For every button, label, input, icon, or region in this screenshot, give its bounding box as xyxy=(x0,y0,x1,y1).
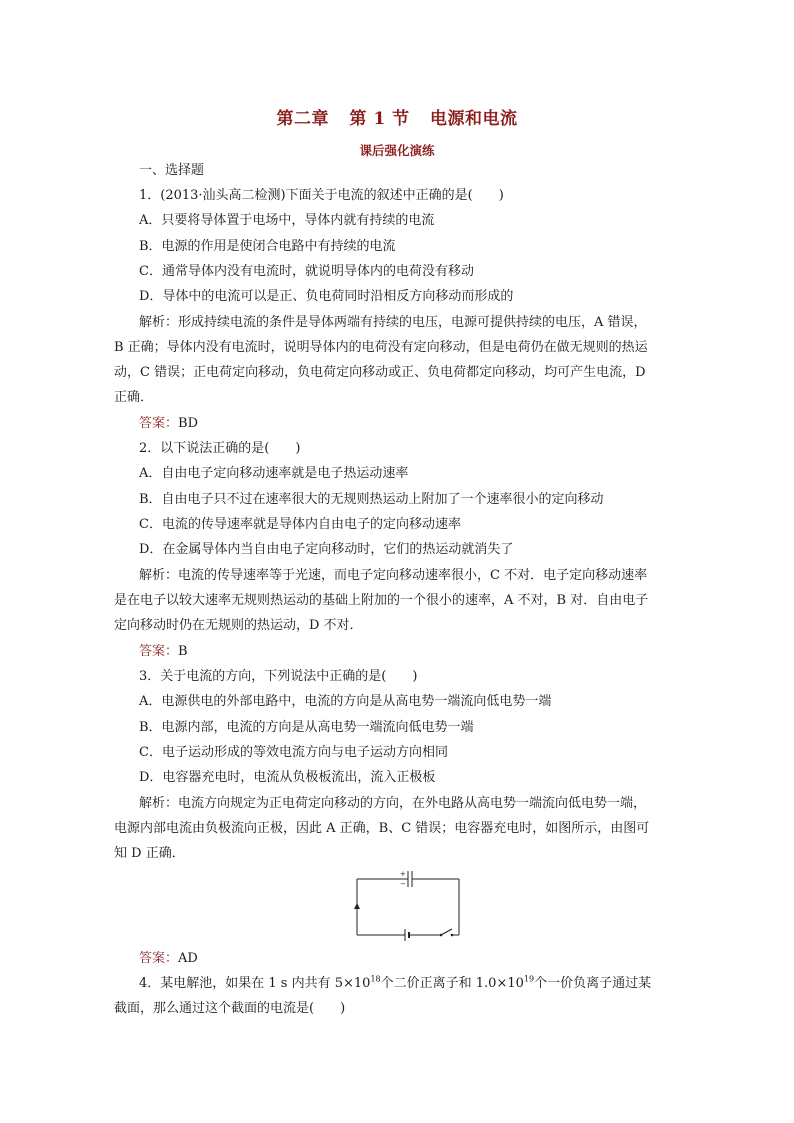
page-subtitle: 课后强化演练 xyxy=(359,143,435,158)
analysis-line: B 正确；导体内没有电流时，说明导体内的电荷没有定向移动，但是电荷仍在做无规则的热运 xyxy=(114,340,648,355)
switch-blade xyxy=(441,929,452,935)
switch-pivot xyxy=(440,934,443,937)
option: A．自由电子定向移动速率就是电子热运动速率 xyxy=(139,466,409,481)
analysis-line: 正确． xyxy=(114,390,154,405)
option: D．电容器充电时，电流从负极板流出，流入正极板 xyxy=(139,770,436,785)
analysis-line: 知 D 正确． xyxy=(114,846,185,861)
page-title xyxy=(0,104,794,129)
question-stem: 1．(2013·汕头高二检测)下面关于电流的叙述中正确的是( ) xyxy=(139,188,504,203)
answer-line xyxy=(139,416,198,432)
option: B．电源的作用是使闭合电路中有持续的电流 xyxy=(139,239,396,254)
option: D．导体中的电流可以是正、负电荷同时沿相反方向移动而形成的 xyxy=(139,289,514,304)
option: C．通常导体内没有电流时，就说明导体内的电荷没有移动 xyxy=(139,264,474,279)
analysis-line: 定向移动时仍在无规则的热运动，D 不对． xyxy=(114,618,363,633)
switch-contact xyxy=(451,934,454,937)
analysis-line: 电源内部电流由负极流向正极，因此 A 正确，B、C 错误；电容器充电时，如图所示，由图可 xyxy=(114,821,650,836)
option: B．自由电子只不过在速率很大的无规则热运动上附加了一个速率很小的定向移动 xyxy=(139,492,604,507)
answer-label: 答案： xyxy=(139,951,179,966)
option: A．电源供电的外部电路中，电流的方向是从高电势一端流向低电势一端 xyxy=(139,694,552,709)
analysis-line: 是在电子以较大速率无规则热运动的基础上附加的一个很小的速率，A 不对，B 对．自由电子 xyxy=(114,593,649,608)
exponent: 18 xyxy=(370,974,381,984)
analysis-line: 动，C 错误；正电荷定向移动，负电荷定向移动或正、负电荷都定向移动，均可产生电流，D xyxy=(114,365,646,380)
plus-sign: + xyxy=(400,870,406,878)
section-label: 第 1 节 xyxy=(349,109,410,129)
question-stem: 2．以下说法正确的是( ) xyxy=(139,441,301,456)
question-stem: 3．关于电流的方向，下列说法中正确的是( ) xyxy=(139,669,418,684)
question-stem xyxy=(139,976,651,992)
analysis-line: 解析：形成持续电流的条件是导体两端有持续的电压，电源可提供持续的电压，A 错误， xyxy=(139,315,647,330)
analysis-line: 解析：电流的传导速率等于光速，而电子定向移动速率很小，C 不对．电子定向移动速率 xyxy=(139,568,648,583)
exponent: 19 xyxy=(523,974,535,984)
topic-label: 电源和电流 xyxy=(430,109,518,129)
analysis-line: 解析：电流方向规定为正电荷定向移动的方向，在外电路从高电势一端流向低电势一端， xyxy=(139,796,647,811)
answer-line xyxy=(139,644,188,660)
option: A．只要将导体置于电场中，导体内就有持续的电流 xyxy=(139,213,435,228)
minus-sign: − xyxy=(400,880,406,888)
stem-text: 个二价正离子和 1.0×10 xyxy=(380,976,524,991)
answer-value: AD xyxy=(178,951,198,966)
circuit-diagram xyxy=(353,867,465,941)
stem-text: 个一价负离子通过某 xyxy=(534,976,652,991)
option: C．电流的传导速率就是导体内自由电子的定向移动速率 xyxy=(139,517,461,532)
option: C．电子运动形成的等效电流方向与电子运动方向相同 xyxy=(139,745,448,760)
chapter-label: 第二章 xyxy=(276,109,329,129)
option: D．在金属导体内当自由电子定向移动时，它们的热运动就消失了 xyxy=(139,542,514,557)
answer-label: 答案： xyxy=(139,416,179,431)
answer-line xyxy=(139,951,198,967)
question-stem-continued: 截面，那么通过这个截面的电流是( ) xyxy=(114,1001,346,1016)
answer-value: B xyxy=(178,644,188,659)
answer-label: 答案： xyxy=(139,644,179,659)
section-heading: 一、选择题 xyxy=(139,163,205,178)
stem-text: 4．某电解池，如果在 1 s 内共有 5×10 xyxy=(139,976,371,991)
current-arrow xyxy=(354,903,360,909)
option: B．电源内部，电流的方向是从高电势一端流向低电势一端 xyxy=(139,720,474,735)
answer-value: BD xyxy=(178,416,198,431)
